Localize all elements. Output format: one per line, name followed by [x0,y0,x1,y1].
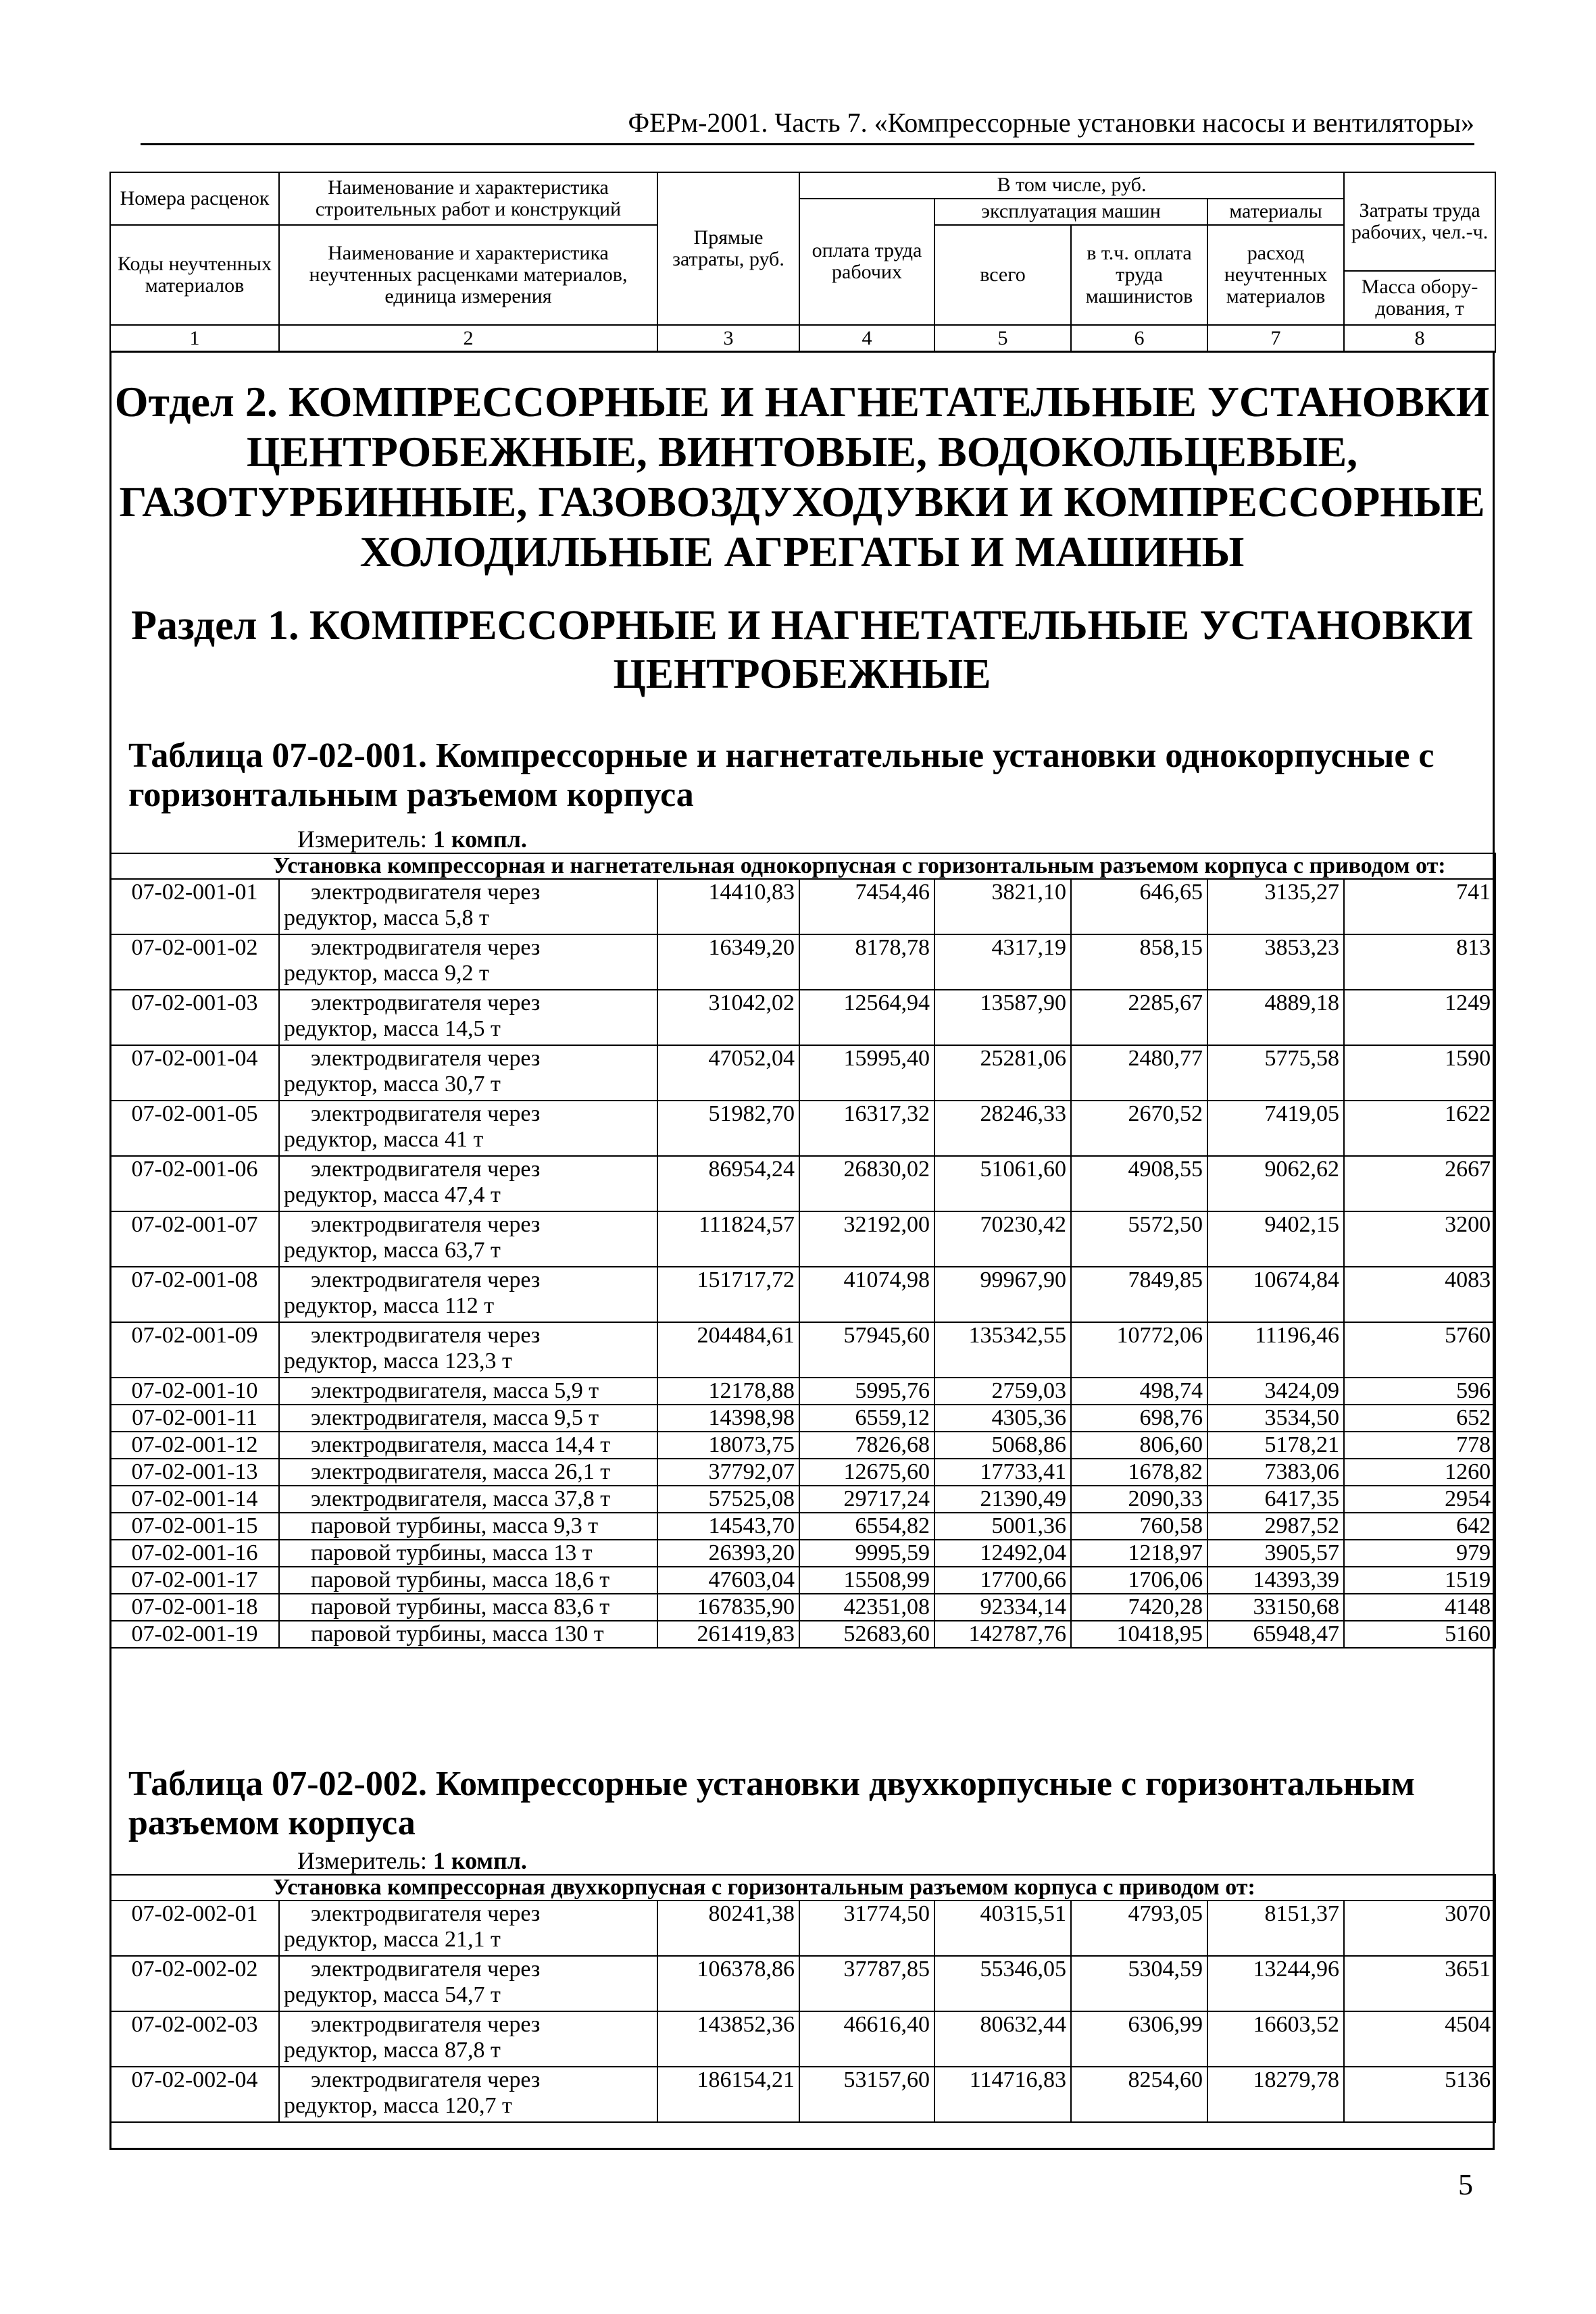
value-c6: 8254,60 [1071,2067,1207,2122]
table-row [110,1594,1495,1621]
header-including: В том числе, руб. [799,172,1344,199]
table-row [110,1432,1495,1459]
header-labor-costs: Затраты труда рабочих, чел.-ч. [1344,172,1495,271]
description-line: паровой турбины, масса 9,3 т [311,1513,599,1538]
value-c3: 86954,24 [657,1156,799,1211]
work-description [279,1594,657,1621]
work-description [279,1045,657,1101]
table2-meter [297,1847,527,1874]
table-row [110,1486,1495,1513]
work-description [279,934,657,990]
table-row [110,1101,1495,1156]
value-c3: 14543,70 [657,1513,799,1540]
table-row [110,1621,1495,1648]
value-c5: 17700,66 [934,1567,1071,1594]
work-description [279,1621,657,1648]
group-header-row [110,1875,1495,1901]
value-c4: 32192,00 [799,1211,934,1267]
table1-title-label: Таблица 07-02-001. [128,736,427,775]
value-c4: 46616,40 [799,2011,934,2067]
value-c4: 26830,02 [799,1156,934,1211]
table1-title [128,736,1473,815]
value-c5: 135342,55 [934,1322,1071,1378]
table2-title-label: Таблица 07-02-002. [128,1765,427,1803]
value-c3: 143852,36 [657,2011,799,2067]
rate-code: 07-02-001-06 [110,1156,279,1211]
value-c8: 2954 [1344,1486,1495,1513]
header-material-codes: Коды неучтенных материалов [110,225,279,325]
rate-code: 07-02-001-17 [110,1567,279,1594]
work-description [279,1322,657,1378]
description-line: электродвигателя через [311,1957,541,1982]
value-c4: 6554,82 [799,1513,934,1540]
value-c5: 51061,60 [934,1156,1071,1211]
value-c4: 53157,60 [799,2067,934,2122]
table-row [110,1211,1495,1267]
value-c5: 92334,14 [934,1594,1071,1621]
table-row [110,1513,1495,1540]
value-c5: 3821,10 [934,879,1071,934]
value-c7: 6417,35 [1207,1486,1344,1513]
value-c6: 2090,33 [1071,1486,1207,1513]
description-line: редуктор, масса 123,3 т [284,1349,512,1374]
value-c4: 52683,60 [799,1621,934,1648]
value-c5: 5001,36 [934,1513,1071,1540]
value-c3: 47052,04 [657,1045,799,1101]
rate-code: 07-02-001-07 [110,1211,279,1267]
header-materials: материалы [1207,199,1344,225]
work-description [279,1567,657,1594]
description-line: редуктор, масса 63,7 т [284,1238,501,1263]
value-c6: 6306,99 [1071,2011,1207,2067]
description-line: электродвигателя, масса 14,4 т [311,1432,611,1457]
value-c7: 33150,68 [1207,1594,1344,1621]
value-c4: 41074,98 [799,1267,934,1322]
value-c7: 2987,52 [1207,1513,1344,1540]
value-c6: 7849,85 [1071,1267,1207,1322]
description-line: редуктор, масса 112 т [284,1293,495,1318]
rate-code: 07-02-001-18 [110,1594,279,1621]
value-c4: 29717,24 [799,1486,934,1513]
value-c5: 12492,04 [934,1540,1071,1567]
value-c8: 5136 [1344,2067,1495,2122]
work-description [279,1432,657,1459]
value-c3: 186154,21 [657,2067,799,2122]
value-c4: 31774,50 [799,1901,934,1956]
table-row [110,1267,1495,1322]
description-line: паровой турбины, масса 13 т [311,1540,593,1565]
work-description [279,2067,657,2122]
rate-code: 07-02-002-03 [110,2011,279,2067]
value-c7: 3534,50 [1207,1405,1344,1432]
section-title: Раздел 1. КОМПРЕССОРНЫЕ И НАГНЕТАТЕЛЬНЫЕ УСТАНОВКИ ЦЕНТРОБЕЖНЫЕ [131,603,1473,697]
value-c4: 15995,40 [799,1045,934,1101]
value-c6: 1218,97 [1071,1540,1207,1567]
rate-code: 07-02-001-08 [110,1267,279,1322]
value-c6: 1678,82 [1071,1459,1207,1486]
value-c5: 13587,90 [934,990,1071,1045]
value-c6: 760,58 [1071,1513,1207,1540]
rate-code: 07-02-001-01 [110,879,279,934]
description-line: редуктор, масса 120,7 т [284,2093,512,2118]
description-line: электродвигателя через [311,2067,541,2092]
value-c4: 42351,08 [799,1594,934,1621]
description-line: паровой турбины, масса 130 т [311,1621,604,1646]
value-c3: 151717,72 [657,1267,799,1322]
table2-title [128,1765,1473,1843]
value-c7: 3853,23 [1207,934,1344,990]
table-row [110,2067,1495,2122]
work-description [279,990,657,1045]
description-line: паровой турбины, масса 18,6 т [311,1567,610,1592]
rate-code: 07-02-001-15 [110,1513,279,1540]
value-c7: 14393,39 [1207,1567,1344,1594]
rate-code: 07-02-001-05 [110,1101,279,1156]
value-c4: 9995,59 [799,1540,934,1567]
value-c8: 3070 [1344,1901,1495,1956]
value-c7: 13244,96 [1207,1956,1344,2011]
work-description [279,1405,657,1432]
table2-data [109,1874,1496,2123]
value-c5: 5068,86 [934,1432,1071,1459]
description-line: электродвигателя, масса 5,9 т [311,1378,599,1403]
value-c3: 37792,07 [657,1459,799,1486]
value-c3: 106378,86 [657,1956,799,2011]
rate-code: 07-02-001-13 [110,1459,279,1486]
value-c7: 3135,27 [1207,879,1344,934]
column-number: 6 [1071,325,1207,351]
work-description [279,1901,657,1956]
description-line: электродвигателя через [311,2012,541,2037]
table-row [110,1156,1495,1211]
value-c6: 5304,59 [1071,1956,1207,2011]
value-c6: 10418,95 [1071,1621,1207,1648]
value-c5: 80632,44 [934,2011,1071,2067]
description-line: электродвигателя через [311,990,541,1015]
value-c7: 65948,47 [1207,1621,1344,1648]
header-total: всего [934,225,1071,325]
table-row [110,990,1495,1045]
value-c3: 204484,61 [657,1322,799,1378]
description-line: электродвигателя, масса 26,1 т [311,1459,611,1484]
value-c6: 806,60 [1071,1432,1207,1459]
meter-value: 1 компл. [432,1847,527,1874]
work-description [279,1486,657,1513]
rate-code: 07-02-001-16 [110,1540,279,1567]
rate-code: 07-02-001-19 [110,1621,279,1648]
value-c6: 4908,55 [1071,1156,1207,1211]
value-c5: 17733,41 [934,1459,1071,1486]
value-c5: 2759,03 [934,1378,1071,1405]
work-description [279,1378,657,1405]
group-header: Установка компрессорная и нагнетательная однокорпусная с горизонтальным разъемом корпуса с приводом от: [110,853,1495,879]
department-title: Отдел 2. КОМПРЕССОРНЫЕ И НАГНЕТАТЕЛЬНЫЕ УСТАНОВКИ ЦЕНТРОБЕЖНЫЕ, ВИНТОВЫЕ, ВОДОКОЛЬЦЕВЫЕ, ГАЗОТУРБИННЫЕ, ГАЗОВОЗДУХОДУВКИ И КОМПРЕССОРНЫЕ ХОЛОДИЛЬНЫЕ АГРЕГАТЫ И МАШИНЫ [114,378,1490,576]
value-c6: 498,74 [1071,1378,1207,1405]
value-c7: 3905,57 [1207,1540,1344,1567]
work-description [279,1956,657,2011]
value-c8: 3651 [1344,1956,1495,2011]
value-c6: 2480,77 [1071,1045,1207,1101]
value-c4: 5995,76 [799,1378,934,1405]
header-material-consumption: расход неучтенных материалов [1207,225,1344,325]
value-c7: 11196,46 [1207,1322,1344,1378]
value-c4: 7826,68 [799,1432,934,1459]
description-line: электродвигателя через [311,1323,541,1348]
column-header-table [109,172,1496,353]
table-row [110,1378,1495,1405]
header-worker-pay: оплата труда рабочих [799,199,934,325]
value-c7: 18279,78 [1207,2067,1344,2122]
description-line: электродвигателя через [311,1901,541,1926]
header-work-name: Наименование и характеристика строительных работ и конструкций [279,172,657,225]
value-c4: 12675,60 [799,1459,934,1486]
value-c6: 5572,50 [1071,1211,1207,1267]
value-c7: 7383,06 [1207,1459,1344,1486]
value-c8: 741 [1344,879,1495,934]
rate-code: 07-02-001-12 [110,1432,279,1459]
value-c8: 1249 [1344,990,1495,1045]
description-line: редуктор, масса 30,7 т [284,1072,501,1097]
rate-code: 07-02-002-01 [110,1901,279,1956]
value-c3: 57525,08 [657,1486,799,1513]
column-number: 1 [110,325,279,351]
value-c3: 31042,02 [657,990,799,1045]
work-description [279,1459,657,1486]
header-material-name: Наименование и характеристика неучтенных расценками материалов, единица измерения [279,225,657,325]
header-equipment-mass: Масса обору-дования, т [1344,271,1495,325]
work-description [279,879,657,934]
column-number: 2 [279,325,657,351]
value-c4: 16317,32 [799,1101,934,1156]
value-c5: 114716,83 [934,2067,1071,2122]
meter-label: Измеритель: [297,826,427,853]
table-row [110,879,1495,934]
rate-code: 07-02-001-09 [110,1322,279,1378]
description-line: электродвигателя через [311,1101,541,1126]
value-c5: 4305,36 [934,1405,1071,1432]
value-c3: 47603,04 [657,1567,799,1594]
table-row [110,1045,1495,1101]
value-c8: 1260 [1344,1459,1495,1486]
column-number: 8 [1344,325,1495,351]
value-c7: 3424,09 [1207,1378,1344,1405]
rate-code: 07-02-001-11 [110,1405,279,1432]
table-row [110,1567,1495,1594]
work-description [279,1540,657,1567]
value-c8: 979 [1344,1540,1495,1567]
rate-code: 07-02-001-14 [110,1486,279,1513]
work-description [279,1211,657,1267]
meter-label: Измеритель: [297,1847,427,1874]
group-header-row [110,853,1495,879]
value-c5: 28246,33 [934,1101,1071,1156]
header-rate-numbers: Номера расценок [110,172,279,225]
description-line: редуктор, масса 9,2 т [284,961,489,986]
value-c3: 18073,75 [657,1432,799,1459]
header-machinist-pay: в т.ч. оплата труда машинистов [1071,225,1207,325]
group-header: Установка компрессорная двухкорпусная с горизонтальным разъемом корпуса с приводом от: [110,1875,1495,1901]
value-c7: 5775,58 [1207,1045,1344,1101]
description-line: электродвигателя через [311,1267,541,1292]
description-line: электродвигателя через [311,1046,541,1071]
description-line: электродвигателя через [311,880,541,905]
value-c3: 51982,70 [657,1101,799,1156]
description-line: редуктор, масса 5,8 т [284,905,489,930]
value-c4: 37787,85 [799,1956,934,2011]
work-description [279,1101,657,1156]
value-c8: 596 [1344,1378,1495,1405]
description-line: редуктор, масса 41 т [284,1127,484,1152]
value-c5: 25281,06 [934,1045,1071,1101]
value-c4: 15508,99 [799,1567,934,1594]
table-row [110,2011,1495,2067]
value-c6: 4793,05 [1071,1901,1207,1956]
description-line: редуктор, масса 21,1 т [284,1927,501,1952]
value-c7: 9402,15 [1207,1211,1344,1267]
table-row [110,1956,1495,2011]
work-description [279,2011,657,2067]
value-c8: 4504 [1344,2011,1495,2067]
value-c8: 5160 [1344,1621,1495,1648]
value-c4: 6559,12 [799,1405,934,1432]
value-c8: 778 [1344,1432,1495,1459]
description-line: редуктор, масса 14,5 т [284,1016,501,1041]
value-c7: 10674,84 [1207,1267,1344,1322]
value-c7: 9062,62 [1207,1156,1344,1211]
value-c6: 2670,52 [1071,1101,1207,1156]
table2-title-text: Компрессорные установки двухкорпусные с горизонтальным разъемом корпуса [128,1765,1416,1842]
column-number: 3 [657,325,799,351]
value-c8: 5760 [1344,1322,1495,1378]
value-c7: 7419,05 [1207,1101,1344,1156]
value-c7: 5178,21 [1207,1432,1344,1459]
value-c5: 40315,51 [934,1901,1071,1956]
value-c8: 4083 [1344,1267,1495,1322]
value-c3: 26393,20 [657,1540,799,1567]
page-number: 5 [1458,2168,1473,2201]
rate-code: 07-02-002-04 [110,2067,279,2122]
value-c5: 21390,49 [934,1486,1071,1513]
value-c6: 10772,06 [1071,1322,1207,1378]
value-c8: 1590 [1344,1045,1495,1101]
value-c4: 8178,78 [799,934,934,990]
rate-code: 07-02-001-10 [110,1378,279,1405]
value-c4: 57945,60 [799,1322,934,1378]
table-row [110,1322,1495,1378]
value-c3: 14410,83 [657,879,799,934]
value-c5: 70230,42 [934,1211,1071,1267]
value-c8: 652 [1344,1405,1495,1432]
description-line: редуктор, масса 54,7 т [284,1982,501,2007]
value-c8: 4148 [1344,1594,1495,1621]
description-line: электродвигателя через [311,935,541,960]
work-description [279,1267,657,1322]
column-number: 4 [799,325,934,351]
table-row [110,1540,1495,1567]
description-line: электродвигателя через [311,1212,541,1237]
column-number: 5 [934,325,1071,351]
description-line: редуктор, масса 87,8 т [284,2038,501,2063]
rate-code: 07-02-001-03 [110,990,279,1045]
meter-value: 1 компл. [432,826,527,853]
value-c5: 55346,05 [934,1956,1071,2011]
value-c3: 14398,98 [657,1405,799,1432]
description-line: редуктор, масса 47,4 т [284,1182,501,1207]
header-direct-costs: Прямые затраты, руб. [657,172,799,325]
value-c6: 7420,28 [1071,1594,1207,1621]
header-machine-operation: эксплуатация машин [934,199,1207,225]
rate-code: 07-02-001-04 [110,1045,279,1101]
rate-code: 07-02-002-02 [110,1956,279,2011]
column-number: 7 [1207,325,1344,351]
table-row [110,1459,1495,1486]
value-c7: 8151,37 [1207,1901,1344,1956]
description-line: электродвигателя, масса 37,8 т [311,1486,611,1511]
value-c8: 642 [1344,1513,1495,1540]
value-c6: 646,65 [1071,879,1207,934]
value-c7: 4889,18 [1207,990,1344,1045]
table1-data [109,853,1496,1649]
table-row [110,934,1495,990]
value-c6: 698,76 [1071,1405,1207,1432]
value-c5: 4317,19 [934,934,1071,990]
value-c7: 16603,52 [1207,2011,1344,2067]
value-c6: 858,15 [1071,934,1207,990]
value-c8: 1622 [1344,1101,1495,1156]
work-description [279,1156,657,1211]
value-c4: 7454,46 [799,879,934,934]
table-row [110,1901,1495,1956]
value-c3: 261419,83 [657,1621,799,1648]
rate-code: 07-02-001-02 [110,934,279,990]
description-line: электродвигателя, масса 9,5 т [311,1405,599,1430]
value-c8: 1519 [1344,1567,1495,1594]
value-c3: 12178,88 [657,1378,799,1405]
value-c3: 80241,38 [657,1901,799,1956]
table1-meter [297,826,527,853]
value-c8: 3200 [1344,1211,1495,1267]
work-description [279,1513,657,1540]
value-c3: 167835,90 [657,1594,799,1621]
description-line: паровой турбины, масса 83,6 т [311,1594,610,1619]
description-line: электродвигателя через [311,1157,541,1182]
value-c8: 2667 [1344,1156,1495,1211]
table1-title-text: Компрессорные и нагнетательные установки однокорпусные с горизонтальным разъемом корпуса [128,736,1435,814]
value-c5: 142787,76 [934,1621,1071,1648]
value-c4: 12564,94 [799,990,934,1045]
value-c5: 99967,90 [934,1267,1071,1322]
value-c3: 16349,20 [657,934,799,990]
value-c8: 813 [1344,934,1495,990]
value-c6: 2285,67 [1071,990,1207,1045]
table-row [110,1405,1495,1432]
value-c6: 1706,06 [1071,1567,1207,1594]
running-head: ФЕРм-2001. Часть 7. «Компрессорные установки насосы и вентиляторы» [141,107,1474,145]
value-c3: 111824,57 [657,1211,799,1267]
